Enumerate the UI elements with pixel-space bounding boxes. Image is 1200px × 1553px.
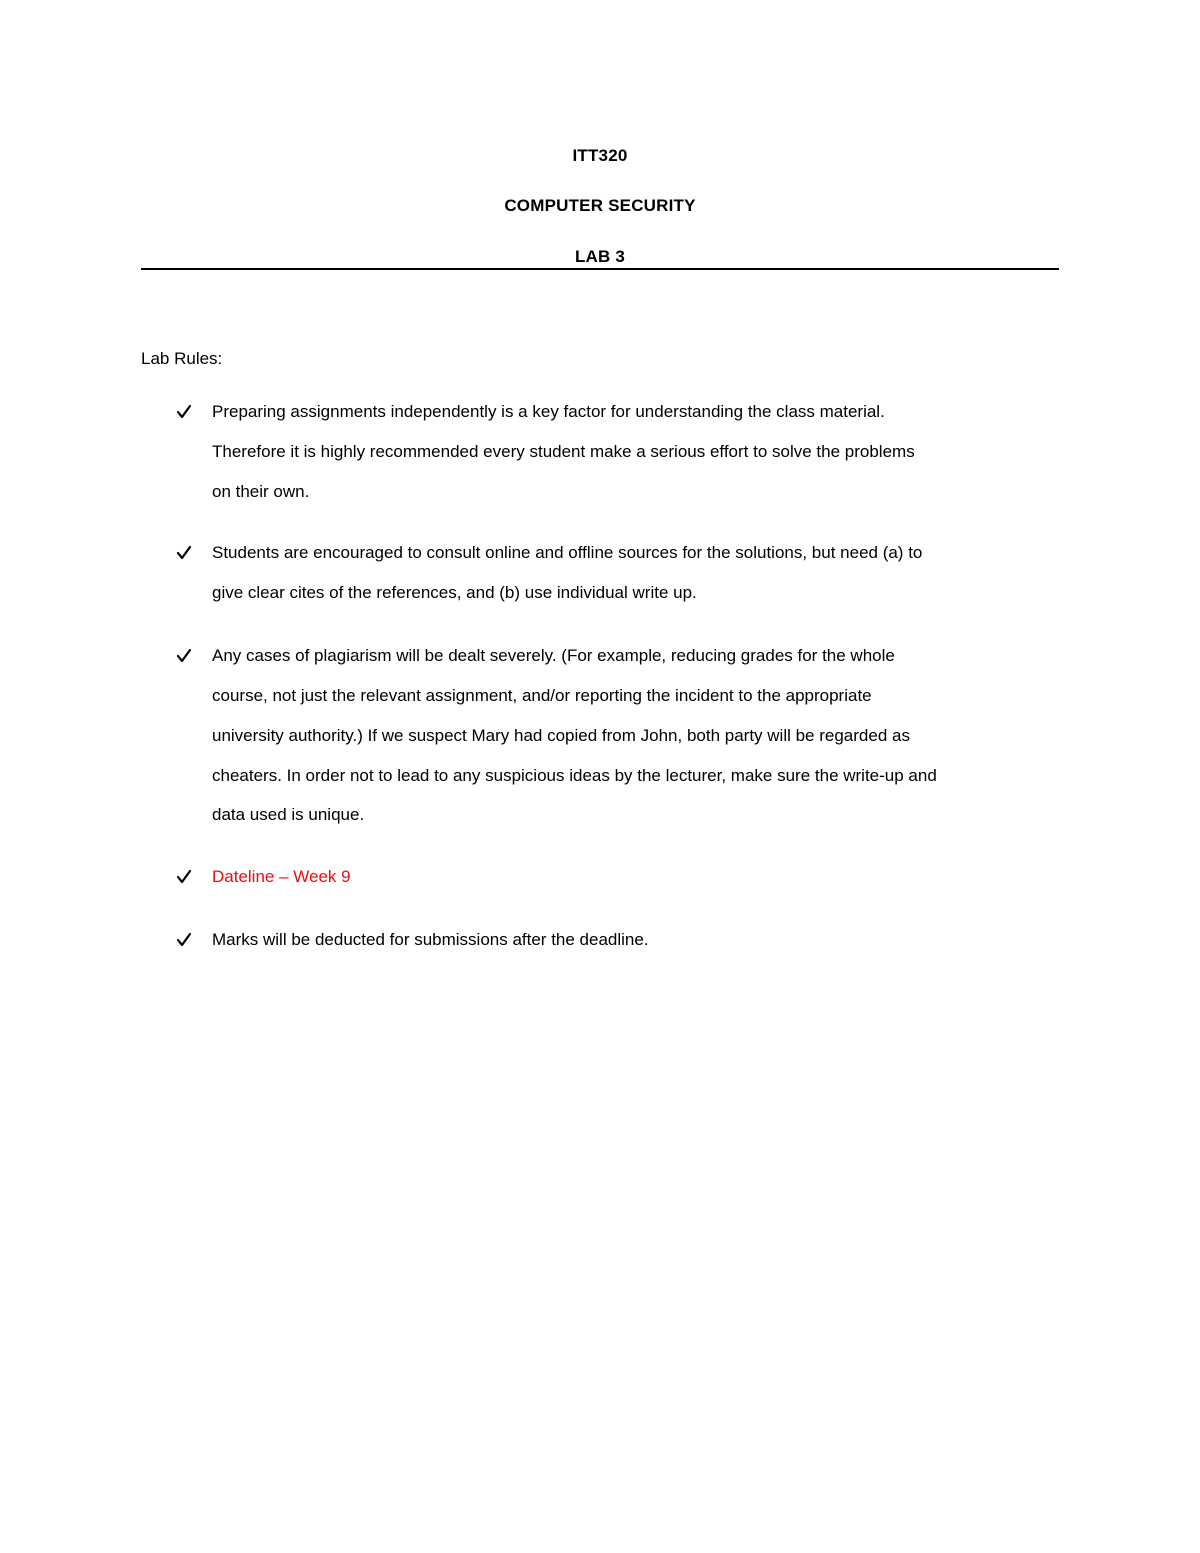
lab-title: LAB 3 xyxy=(574,247,626,266)
rule-item-text: Marks will be deducted for submissions after the deadline. xyxy=(212,930,649,949)
rule-item-text: Preparing assignments independently is a key factor for understanding the class material. xyxy=(212,402,885,421)
title-underline xyxy=(141,268,1059,270)
deadline-text: Dateline – Week 9 xyxy=(212,867,351,886)
rule-item-text: course, not just the relevant assignment, and/or reporting the incident to the appropriate xyxy=(212,686,872,705)
rule-item-text: data used is unique. xyxy=(212,805,365,824)
rule-item-text: on their own. xyxy=(212,482,310,501)
course-title: COMPUTER SECURITY xyxy=(504,196,696,215)
checkmark-icon xyxy=(176,543,192,563)
checkmark-icon xyxy=(176,930,192,950)
lab-rules-label: Lab Rules: xyxy=(141,349,223,368)
checkmark-icon xyxy=(176,867,192,887)
rule-item-text: Therefore it is highly recommended every student make a serious effort to solve the problems xyxy=(212,442,915,461)
course-code: ITT320 xyxy=(572,146,628,165)
rule-item-text: cheaters. In order not to lead to any suspicious ideas by the lecturer, make sure the write-up and xyxy=(212,766,937,785)
rule-item-text: Students are encouraged to consult online and offline sources for the solutions, but need (a) to xyxy=(212,543,923,562)
checkmark-icon xyxy=(176,646,192,666)
rule-item-text: give clear cites of the references, and (b) use individual write up. xyxy=(212,583,697,602)
rule-item-text: university authority.) If we suspect Mary had copied from John, both party will be regarded as xyxy=(212,726,910,745)
rule-item-text: Any cases of plagiarism will be dealt severely. (For example, reducing grades for the whole xyxy=(212,646,895,665)
checkmark-icon xyxy=(176,402,192,422)
